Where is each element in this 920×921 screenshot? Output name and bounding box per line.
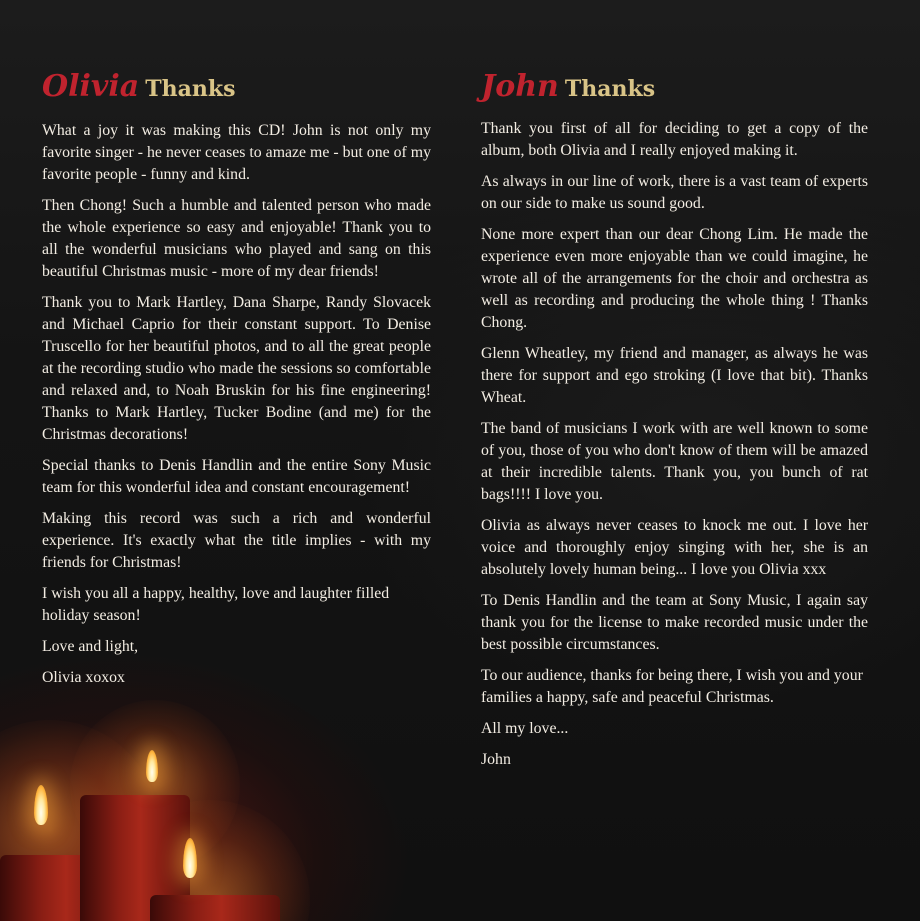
paragraph: Thank you to Mark Hartley, Dana Sharpe, Randy Slovacek and Michael Caprio for their constant support. To Denise Truscello for her beautiful photos, and to all the great people at the recording studio who made the sessions so comfortable and relaxed and, to Noah Bruskin for his fine engineering! Thanks to Mark Hartley, Tucker Bodine (and me) for the Christmas decorations! <box>42 294 431 443</box>
paragraph: The band of musicians I work with are well known to some of you, those of you who don't know of them will be amazed at their incredible talents. Thank you, you bunch of rat bags!!!! I love you. <box>481 420 868 503</box>
thanks-word: Thanks <box>564 76 656 102</box>
paragraph: I wish you all a happy, healthy, love and laughter filled holiday season! <box>42 585 390 624</box>
paragraph: Glenn Wheatley, my friend and manager, as always he was there for support and ego stroking (I love that bit). Thanks Wheat. <box>481 345 868 406</box>
paragraph: None more expert than our dear Chong Lim. He made the experience even more enjoyable than we could imagine, he wrote all of the arrangements for the choir and orchestra as well as recording and producing the whole thing ! Thanks Chong. <box>481 226 868 331</box>
olivia-name: Olivia <box>42 69 140 104</box>
paragraph: Then Chong! Such a humble and talented person who made the whole experience so easy and enjoyable! Thank you to all the wonderful musicians who played and sang on this beautiful Christmas music - more of my dear friends! <box>42 197 431 280</box>
john-thanks-body <box>481 118 868 780</box>
paragraph: To Denis Handlin and the team at Sony Music, I again say thank you for the license to make recorded music under the best possible circumstances. <box>481 592 868 653</box>
paragraph: To our audience, thanks for being there, I wish you and your families a happy, safe and peaceful Christmas. <box>481 667 863 706</box>
olivia-thanks-body <box>42 120 431 698</box>
paragraph: As always in our line of work, there is a vast team of experts on our side to make us sound good. <box>481 173 868 212</box>
john-thanks-heading <box>481 66 655 104</box>
paragraph: Thank you first of all for deciding to get a copy of the album, both Olivia and I really enjoyed making it. <box>481 120 868 159</box>
paragraph: Olivia as always never ceases to knock me out. I love her voice and thoroughly enjoy singing with her, she is an absolutely lovely human being... I love you Olivia xxx <box>481 517 868 578</box>
paragraph: Making this record was such a rich and wonderful experience. It's exactly what the title implies - with my friends for Christmas! <box>42 510 431 571</box>
john-name: John <box>481 69 559 104</box>
paragraph: What a joy it was making this CD! John is not only my favorite singer - he never ceases to amaze me - but one of my favorite people - funny and kind. <box>42 122 431 183</box>
signature: John <box>481 751 511 768</box>
thanks-word: Thanks <box>145 76 236 102</box>
signature: Olivia xoxox <box>42 669 125 686</box>
olivia-thanks-heading <box>42 66 235 104</box>
sign-off: All my love... <box>481 720 569 737</box>
sign-off: Love and light, <box>42 638 139 655</box>
paragraph: Special thanks to Denis Handlin and the entire Sony Music team for this wonderful idea and constant encouragement! <box>42 457 431 496</box>
